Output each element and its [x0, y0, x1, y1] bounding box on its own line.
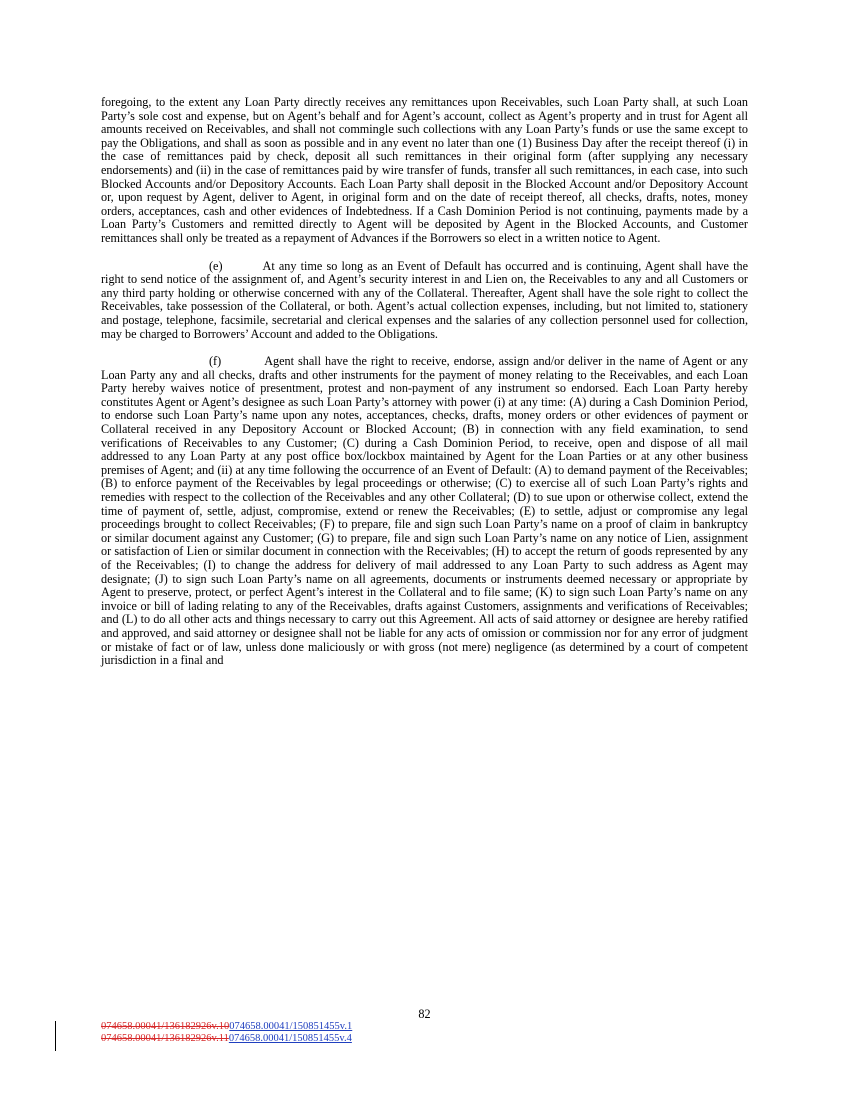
document-id-footer: [101, 1021, 352, 1044]
paragraph-continuation: foregoing, to the extent any Loan Party directly receives any remittances upon Receivables, such Loan Party shall, at such Loan Party’s sole cost and expense, but on Agent’s behalf and for Agent’s account, collect as Agent’s property and in trust for Agent all amounts received on Receivables, and shall not commingle such collections with any Loan Party’s funds or use the same except to pay the Obligations, and shall as soon as possible and in any event no later than one (1) Business Day after the receipt thereof (i) in the case of remittances paid by check, deposit all such remittances in their original form (after supplying any necessary endorsements) and (ii) in the case of remittances paid by wire transfer of funds, transfer all such remittances, in each case, into such Blocked Accounts and/or Depository Accounts. Each Loan Party shall deposit in the Blocked Account and/or Depository Account or, upon request by Agent, deliver to Agent, in original form and on the date of receipt thereof, all checks, drafts, notes, money orders, acceptances, cash and other evidences of Indebtedness. If a Cash Dominion Period is not continuing, payments made by a Loan Party’s Customers and remitted directly to Agent will be deposited by Agent in the Blocked Accounts, and Customer remittances shall only be treated as a repayment of Advances if the Borrowers so elect in a written notice to Agent.: [101, 95, 748, 245]
deleted-doc-id: 074658.00041/136182926v.10: [101, 1021, 230, 1032]
paragraph-f-text: Agent shall have the right to receive, endorse, assign and/or deliver in the name of Agent or any Loan Party any and all checks, drafts and other instruments for the payment of money relating to the Receivables, and each Loan Party hereby waives notice of presentment, protest and non-payment of any instrument so endorsed. Each Loan Party hereby constitutes Agent or Agent’s designee as such Loan Party’s attorney with power (i) at any time: (A) during a Cash Dominion Period, to endorse such Loan Party’s name upon any notes, acceptances, checks, drafts, money orders or other evidences of payment or Collateral received in any Depository Account or Blocked Account; (B) in connection with any field examination, to send verifications of Receivables to any Customer; (C) during a Cash Dominion Period, to receive, open and dispose of all mail addressed to any Loan Party at any post office box/lockbox maintained by Agent for the Loan Parties or at any other business premises of Agent; and (ii) at any time following the occurrence of an Event of Default: (A) to demand payment of the Receivables; (B) to enforce payment of the Receivables by legal proceedings or otherwise; (C) to exercise all of such Loan Party’s rights and remedies with respect to the collection of the Receivables and any other Collateral; (D) to sue upon or otherwise collect, extend the time of payment of, settle, adjust, compromise, extend or renew the Receivables; (E) to settle, adjust or compromise any legal proceedings brought to collect Receivables; (F) to prepare, file and sign such Loan Party’s name on a proof of claim in bankruptcy or similar document against any Customer; (G) to prepare, file and sign such Loan Party’s name on any notice of Lien, assignment or satisfaction of Lien or similar document in connection with the Receivables; (H) to accept the return of goods represented by any of the Receivables; (I) to change the address for delivery of mail addressed to any Loan Party to such address as Agent may designate; (J) to sign such Loan Party’s name on all agreements, documents or instruments deemed necessary or appropriate by Agent to preserve, protect, or perfect Agent’s interest in the Collateral and to file same; (K) to sign such Loan Party’s name on any invoice or bill of lading relating to any of the Receivables, drafts against Customers, assignments and verifications of Receivables; and (L) to do all other acts and things necessary to carry out this Agreement. All acts of said attorney or designee are hereby ratified and approved, and said attorney or designee shall not be liable for any acts of omission or commission nor for any error of judgment or mistake of fact or of law, unless done maliciously or with gross (not mere) negligence (as determined by a court of competent jurisdiction in a final and: [101, 354, 748, 668]
paragraph-f: [101, 355, 748, 668]
paragraph-e-text: At any time so long as an Event of Default has occurred and is continuing, Agent shall have the right to send notice of the assignment of, and Agent’s security interest in and Lien on, the Receivables to any and all Customers or any third party holding or otherwise concerned with any of the Collateral. Thereafter, Agent shall have the sole right to collect the Receivables, take possession of the Collateral, or both. Agent’s actual collection expenses, including, but not limited to, stationery and postage, telephone, facsimile, secretarial and clerical expenses and the salaries of any collection personnel used for collection, may be charged to Borrowers’ Account and added to the Obligations.: [101, 258, 748, 341]
paragraph-f-label: (f): [209, 354, 222, 369]
footer-line-1: [101, 1021, 352, 1033]
inserted-doc-id[interactable]: 074658.00041/150851455v.1: [229, 1021, 353, 1032]
inserted-doc-id[interactable]: 074658.00041/150851455v.4: [228, 1032, 352, 1044]
deleted-doc-id: 074658.00041/136182926v.11: [101, 1032, 229, 1044]
paragraph-e-label: (e): [209, 258, 223, 273]
change-bar: [55, 1021, 56, 1051]
paragraph-e: [101, 260, 748, 342]
page-number: 82: [418, 1007, 431, 1021]
footer-line-2: [101, 1033, 352, 1045]
document-body: [101, 96, 748, 668]
